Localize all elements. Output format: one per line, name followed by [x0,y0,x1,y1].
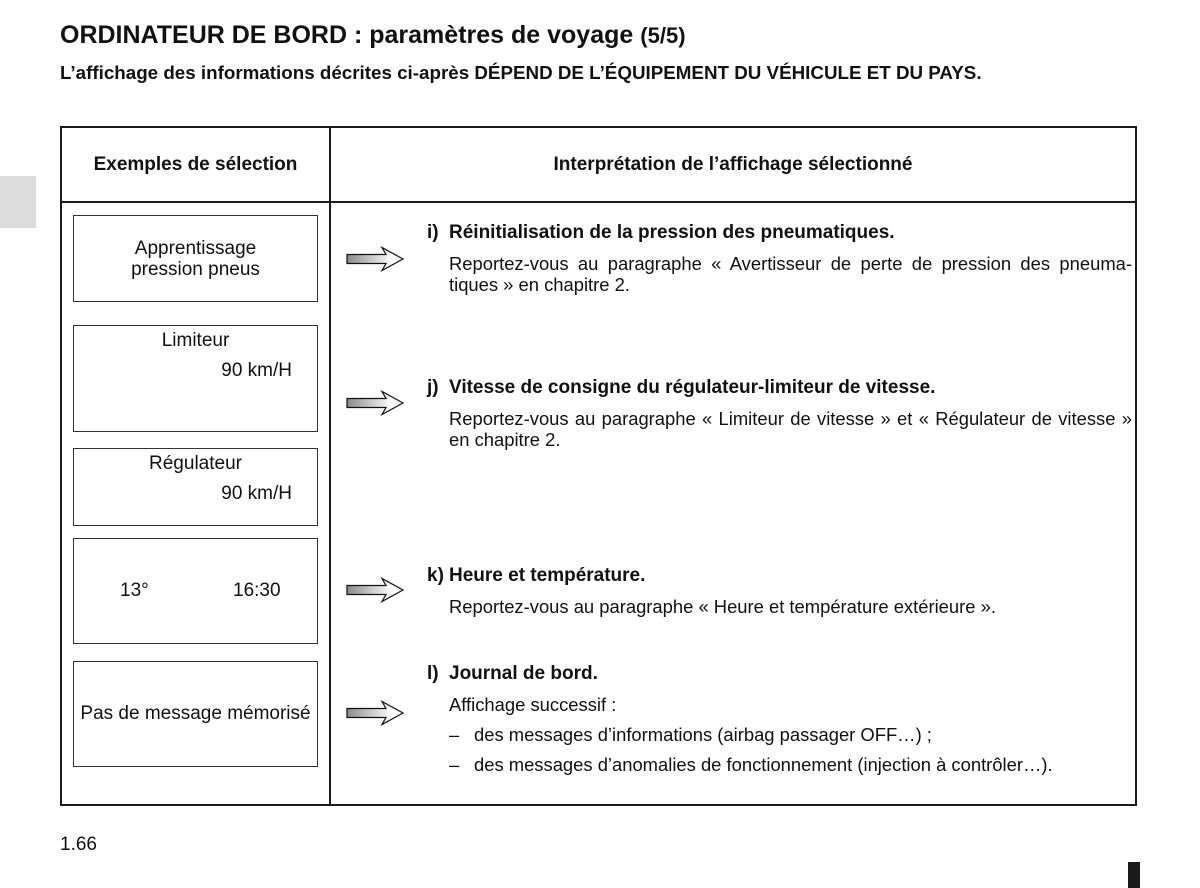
page-edge-marker [1128,862,1140,888]
list-item [449,724,1132,745]
item-body-line: en chapitre 2. [449,429,561,450]
item-heading-row [427,377,1132,399]
example-display-trip-log [73,661,318,767]
page-subtitle: L’affichage des informations décrites ci-après DÉPEND DE L’ÉQUIPEMENT DU VÉHICULE ET DU PAYS. [60,62,982,83]
example-display-label: Limiteur [161,330,230,351]
list-dash: – [449,724,460,745]
page-title [60,19,686,52]
interpretation-item-l [427,663,1132,775]
right-arrow-icon [346,577,404,603]
column-header-interpretation: Interprétation de l’affichage sélectionné [553,154,913,175]
item-body [449,408,1132,450]
example-display-temperature: 13° [120,580,149,601]
example-display-time: 16:30 [233,580,281,601]
example-display-label: Régulateur [149,453,242,474]
right-arrow-icon [346,246,404,272]
item-body [449,596,1132,617]
item-intro: Affichage successif : [449,694,617,715]
example-display-cruise-control [73,448,318,526]
item-heading-row [427,565,1132,587]
list-item [449,754,1132,775]
item-body [449,694,1132,775]
column-header-examples: Exemples de sélection [93,154,298,175]
list-dash: – [449,754,460,775]
item-body-line: Reportez-vous au paragraphe « Avertisseur de perte de pression des pneuma- [449,253,1132,274]
example-display-line: pression pneus [131,259,260,280]
item-body-line: Reportez-vous au paragraphe « Heure et température extérieure ». [449,596,996,617]
interpretation-item-i [427,222,1132,295]
interpretation-item-k [427,565,1132,617]
example-display-speed: 90 km/H [221,360,292,381]
item-body-line: tiques » en chapitre 2. [449,274,630,295]
chapter-tab [0,176,36,228]
item-body-line: Reportez-vous au paragraphe « Limiteur de vitesse » et « Régulateur de vitesse » [449,408,1132,429]
right-arrow-icon [346,700,404,726]
page-number: 1.66 [60,834,97,855]
example-display-time-temperature [73,538,318,644]
item-heading: Journal de bord. [449,663,598,684]
interpretation-item-j [427,377,1132,450]
table-column-divider [329,126,331,806]
item-marker: l) [427,663,439,684]
example-display-tyre-pressure [73,215,318,302]
page-title-text: ORDINATEUR DE BORD : paramètres de voyage [60,21,634,49]
table-header-divider [60,201,1137,203]
item-heading: Heure et température. [449,565,646,586]
item-marker: j) [427,377,439,398]
item-body [449,253,1132,295]
item-heading: Réinitialisation de la pression des pneumatiques. [449,222,895,243]
example-display-message: Pas de message mémorisé [80,703,311,724]
item-marker: k) [427,565,444,586]
item-heading-row [427,663,1132,685]
item-heading: Vitesse de consigne du régulateur-limiteur de vitesse. [449,377,936,398]
right-arrow-icon [346,390,404,416]
list-item-text: des messages d’informations (airbag passager OFF…) ; [474,724,932,745]
item-heading-row [427,222,1132,244]
list-item-text: des messages d’anomalies de fonctionnement (injection à contrôler…). [474,754,1053,775]
item-marker: i) [427,222,439,243]
example-display-speed: 90 km/H [221,483,292,504]
example-display-line: Apprentissage [134,238,257,259]
page-part-indicator: (5/5) [640,23,686,48]
example-display-speed-limiter [73,325,318,432]
